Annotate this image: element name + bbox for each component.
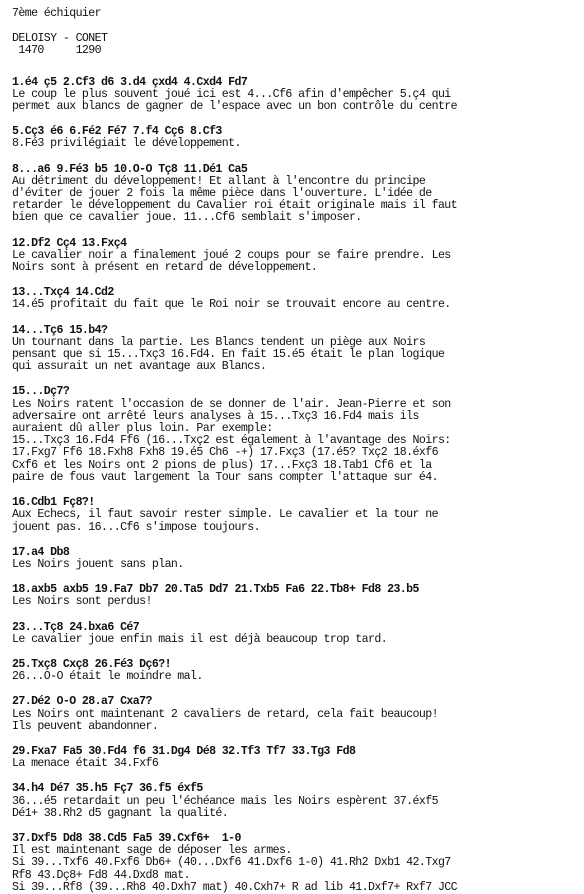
commentary-line: La menace était 34.Fxf6 [12, 757, 159, 771]
move-sequence: 1.é4 ç5 2.Cf3 d6 3.d4 çxd4 4.Cxd4 Fd7 [12, 75, 248, 89]
commentary-line: qui assurait un net avantage aux Blancs. [12, 360, 267, 374]
commentary-line: 15...Txç3 16.Fd4 Ff6 (16...Txç2 est également à l'avantage des Noirs: [12, 434, 451, 448]
move-sequence: 13...Txç4 14.Cd2 [12, 286, 114, 300]
commentary-line: Dé1+ 38.Rh2 d5 gagnant la qualité. [12, 806, 229, 820]
players-names: DELOISY - CONET [12, 32, 108, 46]
move-sequence: 15...Dç7? [12, 385, 70, 399]
players-ratings: 1470 1290 [12, 44, 102, 58]
commentary-line: Le cavalier joue enfin mais il est déjà beaucoup trop tard. [12, 632, 388, 646]
commentary-line: d'éviter de jouer 2 fois la même pièce dans l'ouverture. L'idée de [12, 187, 432, 201]
commentary-line: Au détriment du développement! Et allant à l'encontre du principe [12, 174, 426, 188]
move-sequence: 29.Fxa7 Fa5 30.Fd4 f6 31.Dg4 Dé8 32.Tf3 Tf7 33.Tg3 Fd8 [12, 744, 356, 758]
commentary-line: permet aux blancs de gagner de l'espace avec un bon contrôle du centre [12, 100, 458, 114]
commentary-line: Rf8 43.Dç8+ Fd8 44.Dxd8 mat. [12, 868, 191, 882]
annotated-moves [12, 77, 580, 894]
move-sequence: 25.Txç8 Cxç8 26.Fé3 Dç6?! [12, 657, 171, 671]
commentary-line: Ils peuvent abandonner. [12, 719, 159, 733]
commentary-line: 8.Fé3 privilégiait le développement. [12, 137, 241, 151]
board-title: 7ème échiquier [12, 7, 102, 20]
commentary-line: Un tournant dans la partie. Les Blancs tendent un piège aux Noirs [12, 335, 426, 349]
move-sequence: 12.Df2 Cç4 13.Fxç4 [12, 236, 127, 250]
commentary-line: pensant que si 15...Txç3 16.Fd4. En fait 15.é5 était le plan logique [12, 348, 445, 362]
move-sequence: 23...Tç8 24.bxa6 Cé7 [12, 620, 140, 634]
commentary-line: jouent pas. 16...Cf6 s'impose toujours. [12, 520, 260, 534]
commentary-line: Aux Echecs, il faut savoir rester simple. Le cavalier et la tour ne [12, 508, 438, 522]
chess-game-document [12, 8, 580, 894]
move-sequence: 34.h4 Dé7 35.h5 Fç7 36.f5 éxf5 [12, 782, 203, 796]
move-sequence: 14...Tç6 15.b4? [12, 323, 108, 337]
move-sequence: 37.Dxf5 Dd8 38.Cd5 Fa5 39.Cxf6+ 1-0 [12, 831, 241, 845]
commentary-line: 36...é5 retardait un peu l'échéance mais les Noirs espèrent 37.éxf5 [12, 794, 438, 808]
move-sequence: 8...a6 9.Fé3 b5 10.O-O Tç8 11.Dé1 Ca5 [12, 162, 248, 176]
commentary-line: Le coup le plus souvent joué ici est 4...Cf6 afin d'empêcher 5.ç4 qui [12, 87, 451, 101]
move-sequence: 27.Dé2 O-O 28.a7 Cxa7? [12, 695, 152, 709]
commentary-line: 14.é5 profitait du fait que le Roi noir se trouvait encore au centre. [12, 298, 451, 312]
commentary-line: adversaire ont arrêté leurs analyses à 15...Txç3 16.Fd4 mais ils [12, 409, 419, 423]
move-sequence: 17.a4 Db8 [12, 545, 70, 559]
commentary-line: Si 39...Txf6 40.Fxf6 Db6+ (40...Dxf6 41.Dxf6 1-0) 41.Rh2 Dxb1 42.Txg7 [12, 856, 451, 870]
commentary-line: Le cavalier noir a finalement joué 2 coups pour se faire prendre. Les [12, 248, 451, 262]
commentary-line: Les Noirs sont perdus! [12, 595, 152, 609]
commentary-line: paire de fous vaut largement la Tour sans compter l'attaque sur é4. [12, 470, 438, 484]
move-sequence: 5.Cç3 é6 6.Fé2 Fé7 7.f4 Cç6 8.Cf3 [12, 125, 222, 139]
commentary-line: retarder le développement du Cavalier roi était originale mais il faut [12, 199, 458, 213]
commentary-line: Il est maintenant sage de déposer les armes. [12, 844, 292, 858]
commentary-line: Les Noirs ont maintenant 2 cavaliers de retard, cela fait beaucoup! [12, 707, 438, 721]
commentary-line: Cxf6 et les Noirs ont 2 pions de plus) 17...Fxç3 18.Tab1 Cf6 et la [12, 458, 432, 472]
commentary-line: 17.Fxg7 Ff6 18.Fxh8 Fxh8 19.é5 Ch6 -+) 17.Fxç3 (17.é5? Txç2 18.éxf6 [12, 446, 438, 460]
commentary-line: auraient dû aller plus loin. Par exemple: [12, 422, 273, 436]
commentary-line: 26...O-O était le moindre mal. [12, 670, 203, 684]
move-sequence: 16.Cdb1 Fç8?! [12, 496, 95, 510]
commentary-line: Si 39...Rf8 (39...Rh8 40.Dxh7 mat) 40.Cxh7+ R ad lib 41.Dxf7+ Rxf7 JCC [12, 880, 458, 894]
move-sequence: 18.axb5 axb5 19.Fa7 Db7 20.Ta5 Dd7 21.Txb5 Fa6 22.Tb8+ Fd8 23.b5 [12, 583, 419, 597]
commentary-line: Les Noirs jouent sans plan. [12, 557, 184, 571]
commentary-line: bien que ce cavalier joue. 11...Cf6 semblait s'imposer. [12, 211, 362, 225]
commentary-line: Noirs sont à présent en retard de développement. [12, 261, 318, 275]
commentary-line: Les Noirs ratent l'occasion de se donner de l'air. Jean-Pierre et son [12, 397, 451, 411]
